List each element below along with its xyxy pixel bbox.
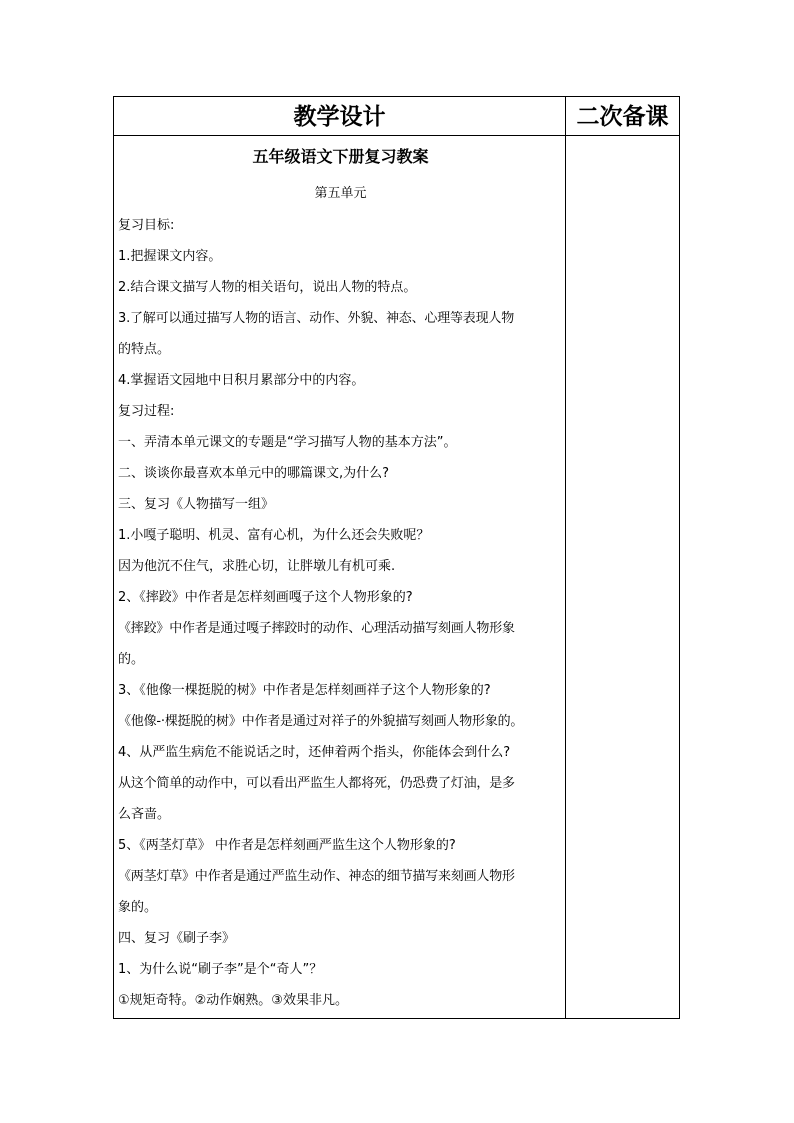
text-line: ①规矩奇特。②动作娴熟。③效果非凡。: [118, 993, 348, 1008]
text-line: 5、《两茎灯草》 中作者是怎样刻画严监生这个人物形象的?: [118, 838, 456, 853]
text-line: 1.把握课文内容。: [118, 249, 222, 264]
text-line: 1、为什么说“刷子李”是个“奇人”？: [118, 962, 323, 977]
text-line: 2、《摔跤》中作者是怎样刻画嘎子这个人物形象的?: [118, 590, 413, 605]
text-line: 的特点。: [118, 342, 171, 357]
document-title: 五年级语文下册复习教案: [252, 147, 429, 166]
text-line: 四、复习《刷子李》: [118, 931, 236, 946]
text-line: 2.结合课文描写人物的相关语句，说出人物的特点。: [118, 280, 417, 295]
text-line: 的。: [118, 652, 145, 667]
text-line: 三、复习《人物描写一组》: [118, 497, 275, 512]
teaching-design-content: [118, 136, 563, 1016]
text-line: 《摔跤》中作者是通过嘎子摔跤时的动作、心理活动描写刻画人物形象: [118, 621, 515, 636]
text-line: 复习过程:: [118, 404, 175, 419]
text-line: 一、弄清本单元课文的专题是“学习描写人物的基本方法”。: [118, 435, 457, 450]
text-line: 《他像-·棵挺脱的树》中作者是通过对祥子的外貌描写刻画人物形象的。: [118, 714, 524, 729]
text-line: 4、从严监生病危不能说话之时，还伸着两个指头，你能体会到什么?: [118, 745, 511, 760]
text-line: 么吝啬。: [118, 807, 171, 822]
text-line: 3、《他像一棵挺脱的树》中作者是怎样刻画祥子这个人物形象的?: [118, 683, 491, 698]
header-second-preparation: 二次备课: [576, 104, 669, 130]
text-line: 3.了解可以通过描写人物的语言、动作、外貌、神态、心理等表现人物: [118, 311, 515, 326]
text-line: 象的。: [118, 900, 158, 915]
text-line: 二、谈谈你最喜欢本单元中的哪篇课文,为什么?: [118, 466, 390, 481]
text-line: 《两茎灯草》中作者是通过严监生动作、神态的细节描写来刻画人物形: [118, 869, 515, 884]
text-line: 从这个简单的动作中，可以看出严监生人都将死，仍恐费了灯油，是多: [118, 776, 515, 791]
text-line: 复习目标:: [118, 218, 175, 233]
lesson-plan-table: [113, 96, 680, 1019]
unit-title: 第五单元: [314, 186, 367, 201]
text-line: 4.掌握语文园地中日积月累部分中的内容。: [118, 373, 365, 388]
header-teaching-design: 教学设计: [293, 104, 386, 130]
column-divider: [565, 97, 566, 1018]
text-line: 1.小嘎子聪明、机灵、富有心机，为什么还会失败呢？: [118, 528, 430, 543]
text-line: 因为他沉不住气，求胜心切，让胖墩儿有机可乘.: [118, 559, 396, 574]
